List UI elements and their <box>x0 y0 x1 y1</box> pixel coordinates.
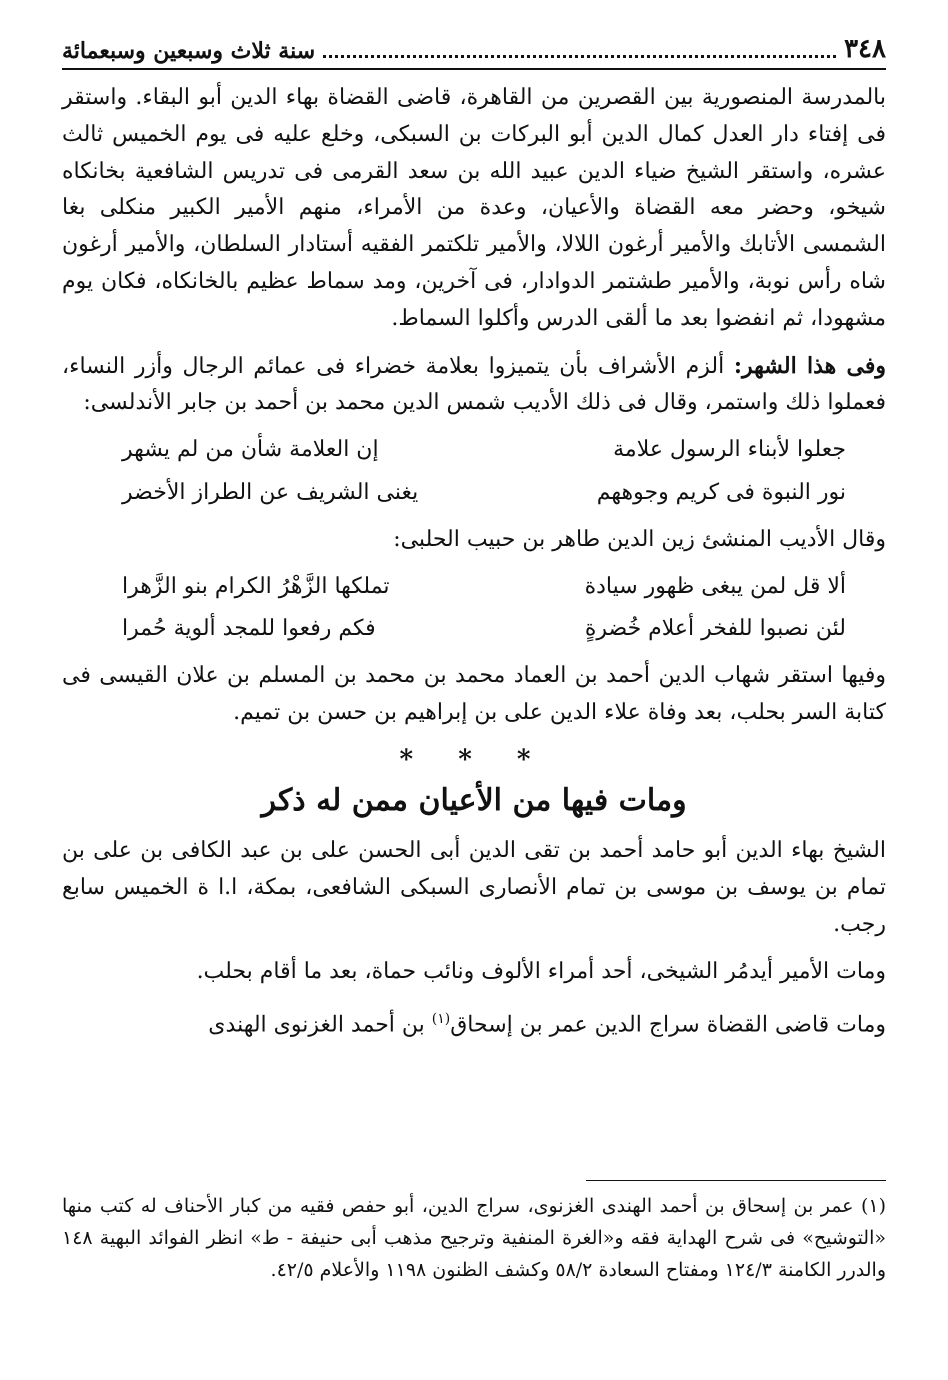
footnote: (١) عمر بن إسحاق بن أحمد الهندى الغزنوى، سراج الدين، أبو حفص فقيه من كبار الأحناف له كتب منها «التوشيح» فى شرح الهداية فقه و«الغرة المنفية وترجيح مذهب أبى حنيفة - ط» انظر الفوائد البهية ١٤٨ والدرر الكامنة ١٢٤/٣ ومفتاح السعادة ٥٨/٢ وكشف الظنون ١١٩٨ والأعلام ٤٢/٥. <box>62 1195 886 1281</box>
paragraph <box>62 348 886 423</box>
paragraph <box>62 1001 886 1044</box>
verse-line <box>62 475 886 512</box>
paragraph-text: ألزم الأشراف بأن يتميزوا بعلامة خضراء فى عمائم الرجال وأزر النساء، فعملوا ذلك واستمر، وقال فى ذلك الأديب شمس الدين محمد بن أحمد بن جابر الأندلسى: <box>62 353 886 416</box>
section-title: ومات فيها من الأعيان ممن له ذكر <box>261 782 687 818</box>
footnote-divider <box>586 1180 886 1181</box>
hemistich-second: فكم رفعوا للمجد ألوية حُمرا <box>122 616 376 642</box>
hemistich-first: ألا قل لمن يبغى ظهور سيادة <box>584 573 846 599</box>
poem-2 <box>62 569 886 649</box>
verse-line <box>62 432 886 469</box>
paragraph: وقال الأديب المنشئ زين الدين طاهر بن حبيب الحلبى: <box>393 526 886 552</box>
main-text <box>62 80 886 1054</box>
page-number: ٣٤٨ <box>844 34 886 64</box>
footnote-marker[interactable]: (١) <box>431 1010 451 1027</box>
paragraph: وفيها استقر شهاب الدين أحمد بن العماد محمد بن محمد بن المسلم بن علان القيسى فى كتابة السر بحلب، بعد وفاة علاء الدين على بن إبراهيم بن حسن بن تميم. <box>62 663 886 725</box>
hemistich-first: نور النبوة فى كريم وجوههم <box>596 479 846 505</box>
running-title: سنة ثلاث وسبعين وسبعمائة <box>62 38 316 64</box>
verse-line <box>62 611 886 648</box>
hemistich-first: لئن نصبوا للفخر أعلام خُضرةٍ <box>584 616 846 642</box>
paragraph-text: بن أحمد الغزنوى الهندى <box>208 1011 425 1037</box>
paragraph: بالمدرسة المنصورية بين القصرين من القاهرة، قاضى القضاة بهاء الدين أبو البقاء. واستقر فى إفتاء دار العدل كمال الدين أبو البركات بن السبكى، وخلع عليه فى يوم الخميس ثالث عشره، واستقر الشيخ ضياء الدين عبيد الله بن سعد القرمى فى تدريس الشافعية بخانكاه شيخو، وحضر معه القضاة والأعيان، وعدة من الأمراء، منهم الأمير الكبير منكلى بغا الشمسى الأتابك والأمير أرغون اللالا، والأمير تلكتمر الفقيه أستادار السلطان، والأمير أرغون شاه رأس نوبة، والأمير طشتمر الدوادار، فى آخرين، ومد سماط عظيم بالخانكاه، فكان يوم مشهودا، ثم انفضوا بعد ما ألقى الدرس وأكلوا السماط. <box>62 85 886 331</box>
hemistich-second: تملكها الزَّهْرُ الكرام بنو الزَّهرا <box>122 573 390 599</box>
hemistich-second: إن العلامة شأن من لم يشهر <box>122 437 379 463</box>
paragraph-lead: وفى هذا الشهر: <box>733 352 886 379</box>
verse-line <box>62 569 886 606</box>
hemistich-second: يغنى الشريف عن الطراز الأخضر <box>122 479 419 505</box>
page-header <box>62 34 886 70</box>
section-separator: * * * <box>399 744 549 775</box>
paragraph: الشيخ بهاء الدين أبو حامد أحمد بن تقى الدين أبى الحسن على بن عبد الكافى بن على بن تمام بن يوسف بن موسى بن تمام الأنصارى السبكى الشافعى، بمكة، ا.ا ة الخميس سابع رجب. <box>62 838 886 937</box>
header-dot-leader <box>323 55 836 58</box>
paragraph-text: ومات قاضى القضاة سراج الدين عمر بن إسحاق <box>450 1011 886 1037</box>
poem-1 <box>62 432 886 512</box>
paragraph: ومات الأمير أيدمُر الشيخى، أحد أمراء الألوف ونائب حماة، بعد ما أقام بحلب. <box>196 958 886 984</box>
hemistich-first: جعلوا لأبناء الرسول علامة <box>613 437 846 463</box>
